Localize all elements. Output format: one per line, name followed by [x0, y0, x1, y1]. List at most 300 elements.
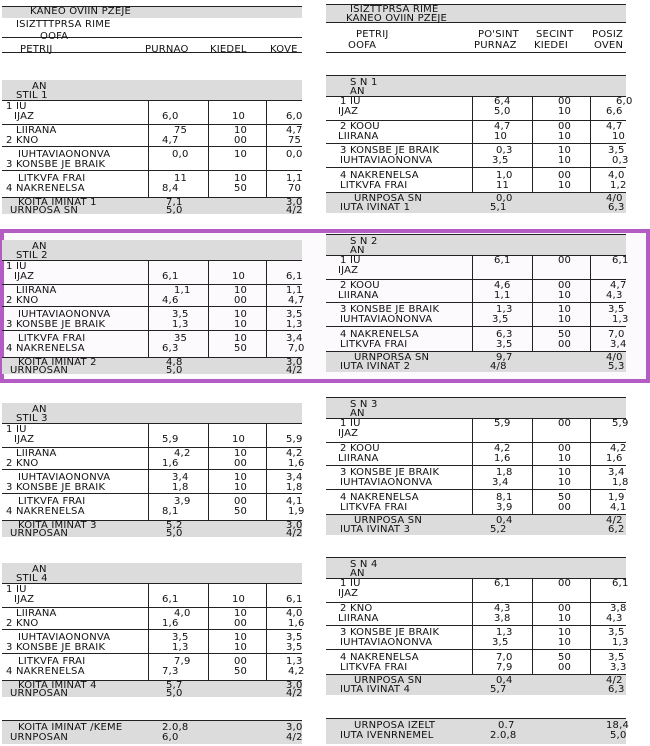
- row-label: LITKVFA FRAI: [340, 339, 408, 350]
- cell: 00: [558, 96, 572, 107]
- row-label: LIIRANA: [16, 125, 57, 136]
- cell: 10: [612, 131, 626, 142]
- cell: 6,0: [162, 111, 179, 122]
- sum-label: IUTA IVINAT 4: [340, 684, 411, 695]
- sum-value: 5,0: [166, 528, 183, 539]
- col-head-kiedel: KIEDEL: [210, 44, 247, 55]
- cell: 1,6: [606, 453, 623, 464]
- cell: 00: [558, 418, 572, 429]
- row-label: 1 IU: [340, 418, 361, 429]
- sum-label: KOITA IMINAT 3: [18, 520, 97, 531]
- row-label: LITKVFA FRAI: [18, 656, 86, 667]
- cell: 1,3: [612, 314, 629, 325]
- sum-value: 5,2: [490, 524, 507, 535]
- row-label: IJAZ: [14, 271, 35, 282]
- sum-value: 6,3: [608, 202, 625, 213]
- row-label: LITKVFA FRAI: [18, 496, 86, 507]
- cell: 6,6: [606, 106, 623, 117]
- cell: 6,3: [162, 343, 179, 354]
- cell: 4,0: [286, 608, 303, 619]
- cell: 10: [234, 149, 248, 160]
- cell: 4,7: [494, 121, 511, 132]
- cell: 6,1: [286, 271, 303, 282]
- cell: 10: [558, 467, 572, 478]
- block-subtitle: AN: [350, 86, 365, 97]
- cell: 3,5: [492, 637, 509, 648]
- block-title: AN: [32, 241, 47, 252]
- cell: 6,1: [162, 594, 179, 605]
- right-block-1: [326, 75, 633, 213]
- cell: 3,5: [492, 314, 509, 325]
- cell: 4,2: [286, 448, 303, 459]
- cell: 6,0: [286, 111, 303, 122]
- cell: 4,6: [494, 280, 511, 291]
- cell: 1,3: [286, 319, 303, 330]
- row-label: 2 KNO: [6, 295, 39, 306]
- cell: 10: [232, 111, 246, 122]
- sum-value: 3,0: [286, 520, 303, 531]
- row-label: IUHTAVIAONONVA: [340, 314, 433, 325]
- row-label: IJAZ: [14, 434, 35, 445]
- row-label: 4 NAKRENELSA: [340, 492, 419, 503]
- cell: 1,9: [608, 492, 625, 503]
- row-label: 4 NAKRENELSA: [6, 183, 85, 194]
- cell: 10: [558, 290, 572, 301]
- sum-label: URNPOSAN: [10, 365, 69, 376]
- sum-value: 0,4: [496, 675, 513, 686]
- cell: 7,9: [174, 656, 191, 667]
- row-label: IUHTAVIAONONVA: [18, 472, 111, 483]
- header-title-2: ISIZTTTPRSA RIME: [16, 19, 111, 30]
- col-head-kiedei: KIEDEI: [534, 40, 568, 51]
- row-label: 1 IU: [6, 101, 27, 112]
- left-block-2: [2, 240, 305, 376]
- row-label: 4 NAKRENELSA: [340, 329, 419, 340]
- cell: 50: [558, 492, 572, 503]
- sum-label: IUTA IVINAT 3: [340, 524, 411, 535]
- sum-label: IUTA IVINAT 1: [340, 202, 411, 213]
- row-label: 4 NAKRENELSA: [340, 170, 419, 181]
- sum-label: URNPOSA SN: [354, 193, 423, 204]
- cell: 10: [234, 472, 248, 483]
- cell: 00: [234, 656, 248, 667]
- cell: 75: [288, 135, 302, 146]
- sum-value: 4/2: [286, 205, 303, 216]
- sum-label: KOITA IMINAT 2: [18, 357, 97, 368]
- cell: 00: [558, 502, 572, 513]
- row-label: 3 KONSBE JE BRAIK: [6, 159, 106, 170]
- sum-value: 4/2: [606, 675, 623, 686]
- row-label: 2 KNO: [340, 603, 373, 614]
- cell: 10: [234, 285, 248, 296]
- block-title: AN: [32, 564, 47, 575]
- cell: 10: [558, 627, 572, 638]
- cell: 1,8: [496, 467, 513, 478]
- col-head-kove: KOVE: [270, 44, 298, 55]
- cell: 3,8: [494, 613, 511, 624]
- cell: 8,1: [496, 492, 513, 503]
- cell: 50: [234, 506, 248, 517]
- cell: 3,4: [610, 339, 627, 350]
- footer-value: 5,0: [610, 730, 627, 741]
- footer-label: KOITA IMINAT /KEME: [18, 722, 123, 733]
- cell: 00: [558, 255, 572, 266]
- cell: 4,0: [174, 608, 191, 619]
- footer-label: URNPOSA IZELT: [354, 720, 436, 731]
- cell: 3,5: [286, 642, 303, 653]
- cell: 00: [234, 618, 248, 629]
- cell: 10: [558, 155, 572, 166]
- cell: 10: [234, 173, 248, 184]
- cell: 3,4: [286, 472, 303, 483]
- cell: 3,9: [174, 496, 191, 507]
- row-label: 3 KONSBE JE BRAIK: [340, 304, 440, 315]
- sum-value: 5,7: [166, 680, 183, 691]
- row-label: LIIRANA: [16, 608, 57, 619]
- cell: 3,5: [608, 304, 625, 315]
- cell: 3,4: [492, 477, 509, 488]
- cell: 0,0: [172, 149, 189, 160]
- cell: 11: [496, 180, 510, 191]
- cell: 10: [494, 131, 508, 142]
- cell: 4,2: [610, 443, 627, 454]
- cell: 1,3: [172, 319, 189, 330]
- row-label: 3 KONSBE JE BRAIK: [6, 319, 106, 330]
- sum-label: URNPOSAN: [10, 528, 69, 539]
- cell: 00: [558, 662, 572, 673]
- row-label: IUHTAVIAONONVA: [18, 309, 111, 320]
- sum-label: URNPOSA SN: [354, 675, 423, 686]
- cell: 3,5: [286, 632, 303, 643]
- cell: 5,9: [162, 434, 179, 445]
- cell: 1,6: [162, 618, 179, 629]
- row-label: 2 KNO: [6, 458, 39, 469]
- cell: 1,6: [162, 458, 179, 469]
- cell: 1,6: [288, 618, 305, 629]
- sum-label: KOITA IMINAT 4: [18, 680, 97, 691]
- cell: 4,0: [608, 170, 625, 181]
- cell: 4,1: [286, 496, 303, 507]
- cell: 4,3: [494, 603, 511, 614]
- row-label: IJAZ: [338, 106, 359, 117]
- cell: 10: [558, 131, 572, 142]
- cell: 00: [234, 295, 248, 306]
- sum-value: 5,0: [166, 205, 183, 216]
- cell: 1,1: [494, 290, 511, 301]
- cell: 1,1: [286, 173, 303, 184]
- cell: 3,5: [286, 309, 303, 320]
- sum-value: 0,4: [496, 515, 513, 526]
- cell: 7,0: [496, 652, 513, 663]
- block-title: S N 4: [350, 559, 378, 570]
- row-label: IUHTAVIAONONVA: [18, 632, 111, 643]
- cell: 10: [558, 106, 572, 117]
- cell: 3,3: [610, 662, 627, 673]
- row-label: LIIRANA: [338, 453, 379, 464]
- row-label: LITKVFA FRAI: [18, 333, 86, 344]
- cell: 1,3: [496, 304, 513, 315]
- cell: 3,5: [172, 309, 189, 320]
- cell: 10: [234, 448, 248, 459]
- cell: 10: [558, 477, 572, 488]
- cell: 3,5: [608, 627, 625, 638]
- row-label: IUHTAVIAONONVA: [340, 155, 433, 166]
- cell: 7,0: [288, 343, 305, 354]
- row-label: LIIRANA: [338, 290, 379, 301]
- row-label: 4 NAKRENELSA: [6, 506, 85, 517]
- block-subtitle: AN: [350, 408, 365, 419]
- cell: 0,3: [496, 145, 513, 156]
- footer-value: 2.0,8: [162, 722, 189, 733]
- cell: 10: [234, 333, 248, 344]
- footer-value: 3,0: [286, 722, 303, 733]
- cell: 4,6: [162, 295, 179, 306]
- col-head-secint: SECINT: [536, 29, 574, 40]
- footer-value: 6,0: [162, 732, 179, 743]
- col-head-oofa-r: OOFA: [348, 40, 377, 51]
- col-head-posint: PO'SINT: [478, 29, 519, 40]
- cell: 10: [558, 637, 572, 648]
- sum-value: 7,1: [166, 197, 183, 208]
- row-label: IJAZ: [338, 588, 359, 599]
- row-label: LITKVFA FRAI: [340, 502, 408, 513]
- row-label: LIIRANA: [16, 448, 57, 459]
- cell: 6,4: [494, 96, 511, 107]
- row-label: IUHTAVIAONONVA: [340, 637, 433, 648]
- footer-value: 2.0,8: [490, 730, 517, 741]
- cell: 7,9: [496, 662, 513, 673]
- cell: 0,3: [612, 155, 629, 166]
- cell: 00: [558, 170, 572, 181]
- row-label: 2 KNO: [6, 618, 39, 629]
- right-block-3: [326, 397, 629, 535]
- sum-label: IUTA IVINAT 2: [340, 361, 411, 372]
- cell: 11: [174, 173, 188, 184]
- row-label: 2 KOOU: [340, 121, 380, 132]
- cell: 5,9: [286, 434, 303, 445]
- row-label: 1 IU: [6, 261, 27, 272]
- left-block-4: [2, 563, 305, 699]
- row-label: 1 IU: [6, 584, 27, 595]
- sum-value: 4/0: [606, 352, 623, 363]
- cell: 5,9: [494, 418, 511, 429]
- row-label: IJAZ: [338, 428, 359, 439]
- col-head-posiz: POSIZ: [592, 29, 624, 40]
- row-label: IUHTAVIAONONVA: [18, 149, 111, 160]
- cell: 3,5: [172, 632, 189, 643]
- bottom-right-footer: [326, 718, 630, 744]
- row-label: 1 IU: [340, 96, 361, 107]
- cell: 3,5: [608, 652, 625, 663]
- cell: 10: [558, 453, 572, 464]
- header-title-a: ISIZTTPRSA RIME: [350, 4, 439, 15]
- sum-value: 3,0: [286, 357, 303, 368]
- block-title: AN: [32, 404, 47, 415]
- sum-value: 4/0: [606, 193, 623, 204]
- cell: 00: [558, 121, 572, 132]
- sum-value: 4/2: [286, 688, 303, 699]
- cell: 10: [232, 594, 246, 605]
- block-subtitle: AN: [350, 568, 365, 579]
- footer-value: 18,4: [606, 720, 630, 731]
- cell: 6,1: [494, 578, 511, 589]
- row-label: LITKVFA FRAI: [340, 662, 408, 673]
- block-subtitle: STIL 4: [16, 573, 48, 584]
- cell: 10: [232, 271, 246, 282]
- row-label: IJAZ: [338, 265, 359, 276]
- col-head-oven: OVEN: [594, 40, 624, 51]
- cell: 4,7: [606, 121, 623, 132]
- cell: 4,7: [610, 280, 627, 291]
- col-head-purnao: PURNAO: [145, 44, 189, 55]
- sum-value: 5,1: [490, 202, 507, 213]
- block-title: S N 1: [350, 77, 378, 88]
- cell: 1,6: [288, 458, 305, 469]
- cell: 6,1: [612, 255, 629, 266]
- row-label: LITKVFA FRAI: [340, 180, 408, 191]
- cell: 00: [234, 135, 248, 146]
- sum-value: 4/2: [606, 515, 623, 526]
- cell: 3,4: [608, 467, 625, 478]
- sum-value: 5,2: [166, 520, 183, 531]
- sum-value: 6,2: [608, 524, 625, 535]
- row-label: 3 KONSBE JE BRAIK: [340, 627, 440, 638]
- row-label: 4 NAKRENELSA: [6, 666, 85, 677]
- sum-value: 4/8: [490, 361, 507, 372]
- cell: 0,0: [286, 149, 303, 160]
- cell: 3,5: [608, 145, 625, 156]
- block-title: S N 3: [350, 399, 378, 410]
- cell: 6,1: [494, 255, 511, 266]
- cell: 00: [558, 603, 572, 614]
- block-title: S N 2: [350, 236, 378, 247]
- row-label: 3 KONSBE JE BRAIK: [6, 642, 106, 653]
- footer-value: 0.7: [498, 720, 515, 731]
- cell: 10: [234, 125, 248, 136]
- cell: 50: [558, 329, 572, 340]
- top-right-header: [326, 4, 626, 54]
- cell: 1,8: [612, 477, 629, 488]
- cell: 3,8: [610, 603, 627, 614]
- row-label: 3 KONSBE JE BRAIK: [6, 482, 106, 493]
- cell: 00: [558, 339, 572, 350]
- cell: 50: [234, 343, 248, 354]
- sum-label: URNPOSA SN: [354, 515, 423, 526]
- cell: 1,9: [288, 506, 305, 517]
- cell: 1,0: [496, 170, 513, 181]
- cell: 10: [234, 482, 248, 493]
- cell: 10: [234, 309, 248, 320]
- cell: 1,6: [494, 453, 511, 464]
- cell: 4,7: [288, 295, 305, 306]
- row-label: IJAZ: [14, 594, 35, 605]
- top-left-header: [2, 6, 302, 58]
- left-block-3: [2, 403, 305, 539]
- row-label: LITKVFA FRAI: [18, 173, 86, 184]
- footer-label: IUTA IVENRNEMEL: [340, 730, 434, 741]
- block-subtitle: STIL 3: [16, 413, 48, 424]
- cell: 4,2: [494, 443, 511, 454]
- row-label: 1 IU: [6, 424, 27, 435]
- row-label: 1 IU: [340, 578, 361, 589]
- cell: 4,2: [288, 666, 305, 677]
- cell: 8,1: [162, 506, 179, 517]
- cell: 3,5: [492, 155, 509, 166]
- sum-label: URNPOSA SN: [10, 205, 79, 216]
- right-block-4: [326, 557, 629, 695]
- cell: 00: [234, 496, 248, 507]
- cell: 4,2: [174, 448, 191, 459]
- col-head-oofa: OOFA: [40, 31, 69, 42]
- sum-value: 9,7: [496, 352, 513, 363]
- row-label: LIIRANA: [16, 285, 57, 296]
- row-label: 2 KNO: [6, 135, 39, 146]
- block-subtitle: STIL 2: [16, 250, 48, 261]
- cell: 35: [174, 333, 188, 344]
- row-label: 2 KOOU: [340, 280, 380, 291]
- cell: 5,0: [494, 106, 511, 117]
- sum-value: 5,3: [608, 361, 625, 372]
- cell: 10: [232, 434, 246, 445]
- cell: 3,5: [496, 339, 513, 350]
- cell: 4,1: [610, 502, 627, 513]
- col-head-purnaz: PURNAZ: [474, 40, 517, 51]
- sum-label: KOITA IMINAT 1: [18, 197, 97, 208]
- cell: 3,9: [496, 502, 513, 513]
- cell: 10: [558, 314, 572, 325]
- header-title-b: KANEO OVIIN PZEJE: [346, 13, 448, 24]
- cell: 10: [558, 613, 572, 624]
- row-label: 4 NAKRENELSA: [340, 652, 419, 663]
- row-label: IJAZ: [14, 111, 35, 122]
- sum-value: 3,0: [286, 197, 303, 208]
- cell: 00: [234, 458, 248, 469]
- cell: 6,3: [496, 329, 513, 340]
- cell: 4,3: [606, 290, 623, 301]
- sum-label: URNPOSAN: [10, 688, 69, 699]
- cell: 1,1: [174, 285, 191, 296]
- cell: 70: [288, 183, 302, 194]
- block-title: AN: [32, 81, 47, 92]
- cell: 4,7: [286, 125, 303, 136]
- cell: 1,3: [612, 637, 629, 648]
- cell: 3,4: [172, 472, 189, 483]
- cell: 1,3: [496, 627, 513, 638]
- row-label: 4 NAKRENELSA: [6, 343, 85, 354]
- footer-value: 4/2: [286, 732, 303, 743]
- cell: 1,2: [610, 180, 627, 191]
- cell: 10: [234, 642, 248, 653]
- sum-value: 4,8: [166, 357, 183, 368]
- cell: 1,8: [172, 482, 189, 493]
- row-label: 2 KOOU: [340, 443, 380, 454]
- cell: 7,3: [162, 666, 179, 677]
- cell: 10: [558, 145, 572, 156]
- sum-label: URNPORSA SN: [354, 352, 430, 363]
- block-subtitle: STIL 1: [16, 90, 48, 101]
- cell: 00: [558, 443, 572, 454]
- sum-value: 5,0: [166, 688, 183, 699]
- row-label: IUHTAVIAONONVA: [340, 477, 433, 488]
- sum-value: 0,0: [496, 193, 513, 204]
- cell: 50: [234, 183, 248, 194]
- cell: 1,3: [172, 642, 189, 653]
- cell: 10: [558, 304, 572, 315]
- row-label: 3 KONSBE JE BRAIK: [340, 145, 440, 156]
- footer-label: URNPOSAN: [10, 732, 69, 743]
- cell: 75: [174, 125, 188, 136]
- cell: 1,3: [286, 656, 303, 667]
